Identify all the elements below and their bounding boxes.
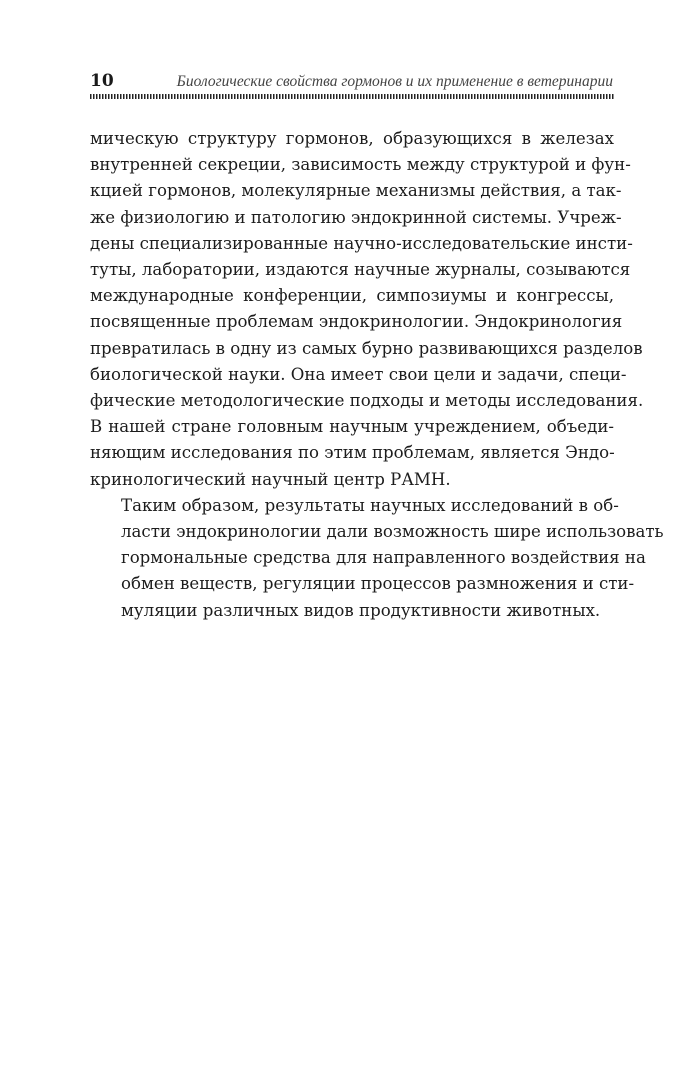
paragraph-2 [90, 493, 664, 624]
text-line: посвященные проблемам эндокринологии. Эндокринология [90, 312, 623, 332]
text-line: же физиологию и патологию эндокринной системы. Учреж- [90, 207, 622, 227]
header-divider [90, 94, 614, 99]
text-line: В нашей стране головным научным учреждением, объеди- [90, 417, 614, 437]
text-line: биологической науки. Она имеет свои цели и задачи, специ- [90, 364, 627, 384]
text-line: обмен веществ, регуляции процессов размножения и сти- [121, 574, 635, 594]
text-line: кцией гормонов, молекулярные механизмы действия, а так- [90, 181, 622, 201]
text-line: дены специализированные научно-исследовательские инсти- [90, 233, 633, 253]
text-line: гормональные средства для направленного воздействия на [121, 548, 646, 568]
paragraph-1 [90, 126, 644, 493]
text-line: внутренней секреции, зависимость между структурой и фун- [90, 155, 631, 175]
text-line: международные конференции, симпозиумы и конгрессы, [90, 286, 614, 306]
body-text [90, 126, 664, 624]
text-line: превратилась в одну из самых бурно развивающихся разделов [90, 338, 643, 358]
text-line: кринологический научный центр РАМН. [90, 469, 451, 489]
running-title: Биологические свойства гормонов и их применение в ветеринарии [176, 73, 613, 90]
text-line: муляции различных видов продуктивности животных. [121, 600, 601, 620]
page-number: 10 [90, 71, 114, 91]
text-line: Таким образом, результаты научных исследований в об- [121, 495, 619, 515]
text-line: ласти эндокринологии дали возможность шире использовать [121, 522, 664, 542]
text-line: туты, лаборатории, издаются научные журналы, созываются [90, 260, 631, 280]
text-line: фические методологические подходы и методы исследования. [90, 391, 644, 411]
text-line: мическую структуру гормонов, образующихся в железах [90, 129, 614, 148]
text-line: няющим исследования по этим проблемам, является Эндо- [90, 443, 615, 463]
